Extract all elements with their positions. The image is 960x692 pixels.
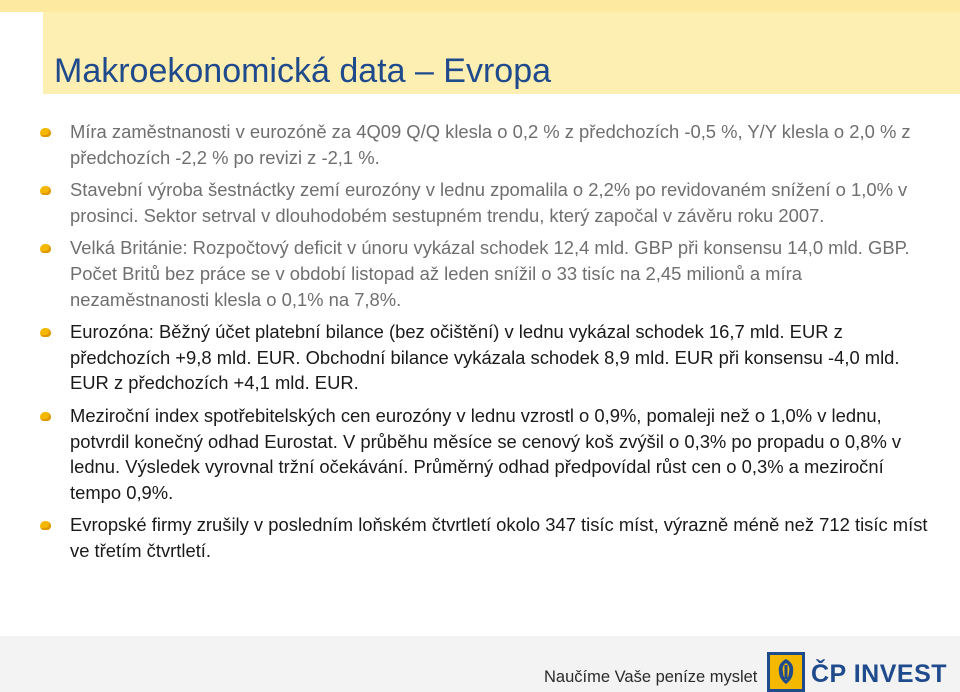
bullet-item xyxy=(40,119,930,170)
footer xyxy=(0,636,960,692)
bullet-icon xyxy=(40,328,51,337)
bullet-item xyxy=(40,319,930,396)
bullet-text: Evropské firmy zrušily v posledním loňském čtvrtletí okolo 347 tisíc míst, výrazně méně než 712 tisíc míst ve třetím čtvrtletí. xyxy=(70,514,928,561)
bullet-text: Eurozóna: Běžný účet platební bilance (bez očištění) v lednu vykázal schodek 16,7 mld. EUR z předchozích +9,8 mld. EUR. Obchodní bilance vykázala schodek 8,9 mld. EUR při konsensu -4,0 mld. EUR z předchozích +4,1 mld. EUR. xyxy=(70,321,900,394)
footer-slogan: Naučíme Vaše peníze myslet xyxy=(544,668,758,686)
bullet-icon xyxy=(40,521,51,530)
bullet-list xyxy=(40,119,930,571)
bullet-item xyxy=(40,177,930,228)
bullet-item xyxy=(40,512,930,563)
title-band xyxy=(43,12,960,94)
bullet-item xyxy=(40,403,930,505)
bullet-text: Meziroční index spotřebitelských cen eurozóny v lednu vzrostl o 0,9%, pomaleji než o 1,0% v lednu, potvrdil konečný odhad Eurostat. V průběhu měsíce se cenový koš zvýšil o 0,3% po propadu o 0,8% v lednu. Výsledek vyrovnal tržní očekávání. Průměrný odhad předpovídal růst cen o 0,3% a meziroční tempo 0,9%. xyxy=(70,404,902,503)
bullet-icon xyxy=(40,412,51,421)
bullet-icon xyxy=(40,186,51,195)
brand-name: ČP INVEST xyxy=(811,660,948,688)
bullet-item xyxy=(40,235,930,312)
top-accent-bar xyxy=(0,0,960,12)
cp-lion-emblem-icon xyxy=(767,652,805,692)
slide-title: Makroekonomická data – Evropa xyxy=(54,52,552,90)
title-left-margin xyxy=(0,12,43,94)
bullet-icon xyxy=(40,128,51,137)
bullet-icon xyxy=(40,244,51,253)
bullet-text: Míra zaměstnanosti v eurozóně za 4Q09 Q/Q klesla o 0,2 % z předchozích -0,5 %, Y/Y klesla o 2,0 % z předchozích -2,2 % po revizi z -2,1 %. xyxy=(70,121,911,168)
bullet-text: Stavební výroba šestnáctky zemí eurozóny v lednu zpomalila o 2,2% po revidovaném snížení o 1,0% v prosinci. Sektor setrval v dlouhodobém sestupném trendu, který započal v závěru roku 2007. xyxy=(70,179,908,226)
bullet-text: Velká Británie: Rozpočtový deficit v únoru vykázal schodek 12,4 mld. GBP při konsensu 14,0 mld. GBP. Počet Britů bez práce se v období listopad až leden snížil o 33 tisíc na 2,45 milionů a míra nezaměstnanosti klesla o 0,1% na 7,8%. xyxy=(70,237,910,310)
